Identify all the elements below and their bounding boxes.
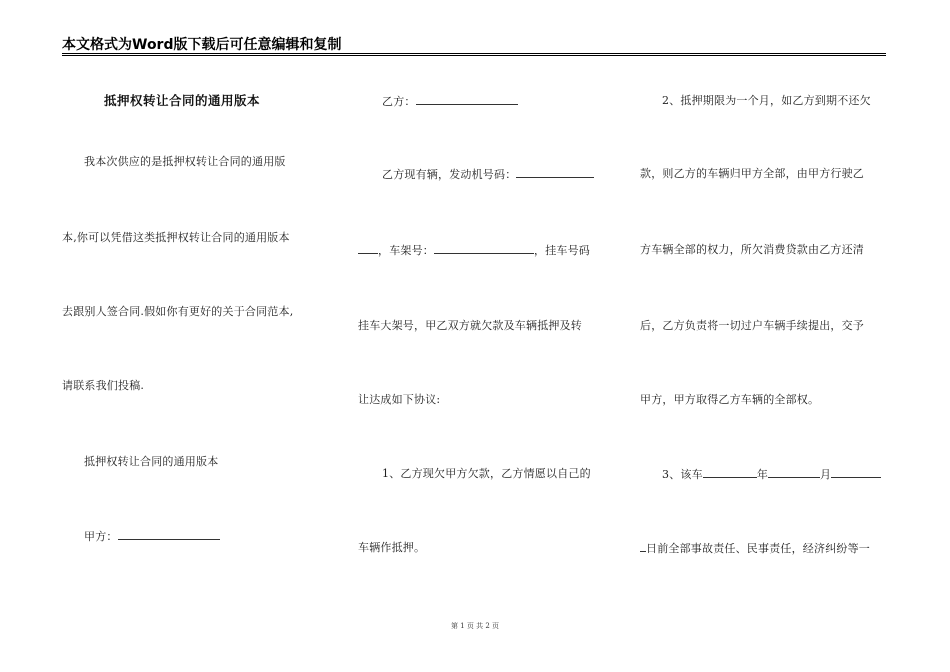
footer-prefix: 第 bbox=[450, 622, 458, 630]
document-title: 抵押权转让合同的通用版本 bbox=[104, 93, 261, 108]
month-label: 月 bbox=[820, 468, 832, 481]
vehicle-line-3: 挂车大架号，甲乙双方就欠款及车辆抵押及转 bbox=[358, 319, 582, 332]
footer-suffix: 页 bbox=[492, 622, 500, 630]
clause-2-line-1: 2、抵押期限为一个月，如乙方到期不还欠 bbox=[662, 94, 871, 107]
day-blank bbox=[831, 467, 881, 478]
clause-2-line-4: 后，乙方负责将一切过户车辆手续提出，交予 bbox=[640, 319, 864, 332]
party-b-line bbox=[382, 94, 518, 109]
party-a-blank bbox=[118, 529, 220, 540]
clause-2-line-2: 款，则乙方的车辆归甲方全部，由甲方行驶乙 bbox=[640, 167, 864, 180]
clause-3-text: 日前全部事故责任、民事责任，经济纠纷等一 bbox=[646, 542, 870, 555]
party-a-label: 甲方： bbox=[84, 530, 118, 543]
frame-number-label: ，车架号： bbox=[378, 244, 434, 257]
clause-2-line-5: 甲方，甲方取得乙方车辆的全部权。 bbox=[640, 393, 820, 406]
column-3 bbox=[640, 0, 890, 672]
vehicle-line-2 bbox=[358, 243, 590, 258]
engine-number-label: 乙方现有辆，发动机号码： bbox=[382, 168, 517, 181]
page-footer bbox=[0, 621, 950, 631]
clause-3-prefix: 3、该车 bbox=[662, 468, 703, 481]
clause-2-line-3: 方车辆全部的权力，所欠消费贷款由乙方还清 bbox=[640, 243, 864, 256]
month-blank bbox=[768, 467, 820, 478]
agreement-line: 让达成如下协议: bbox=[358, 393, 441, 406]
column-2 bbox=[358, 0, 618, 672]
document-header: 本文格式为Word版下载后可任意编辑和复制 bbox=[62, 37, 342, 53]
party-a-line bbox=[84, 529, 220, 544]
vehicle-line-1 bbox=[382, 167, 594, 182]
column-1 bbox=[62, 0, 332, 672]
trailer-number-label: ，挂车号码 bbox=[534, 244, 590, 257]
frame-number-blank bbox=[434, 243, 534, 254]
year-blank bbox=[703, 467, 757, 478]
clause-3-line-1 bbox=[662, 467, 881, 482]
clause-1-line-1: 1、乙方现欠甲方欠款，乙方情愿以自己的 bbox=[382, 467, 591, 480]
contract-subtitle: 抵押权转让合同的通用版本 bbox=[84, 455, 219, 468]
intro-line-2: 本,你可以凭借这类抵押权转让合同的通用版本 bbox=[62, 231, 290, 244]
total-page-count: 2 bbox=[485, 622, 490, 630]
year-label: 年 bbox=[756, 468, 769, 481]
footer-middle: 页 共 bbox=[466, 622, 484, 630]
clause-3-line-2 bbox=[640, 541, 870, 556]
clause-1-line-2: 车辆作抵押。 bbox=[358, 541, 426, 554]
intro-line-3: 去跟别人签合同.假如你有更好的关于合同范本, bbox=[62, 305, 294, 318]
intro-line-1: 我本次供应的是抵押权转让合同的通用版 bbox=[84, 155, 286, 168]
intro-line-4: 请联系我们投稿. bbox=[62, 379, 145, 392]
party-b-blank bbox=[416, 94, 518, 105]
current-page-number: 1 bbox=[460, 622, 465, 630]
vehicle-blank-1 bbox=[358, 243, 378, 254]
party-b-label: 乙方： bbox=[382, 95, 416, 108]
engine-number-blank bbox=[516, 167, 594, 178]
